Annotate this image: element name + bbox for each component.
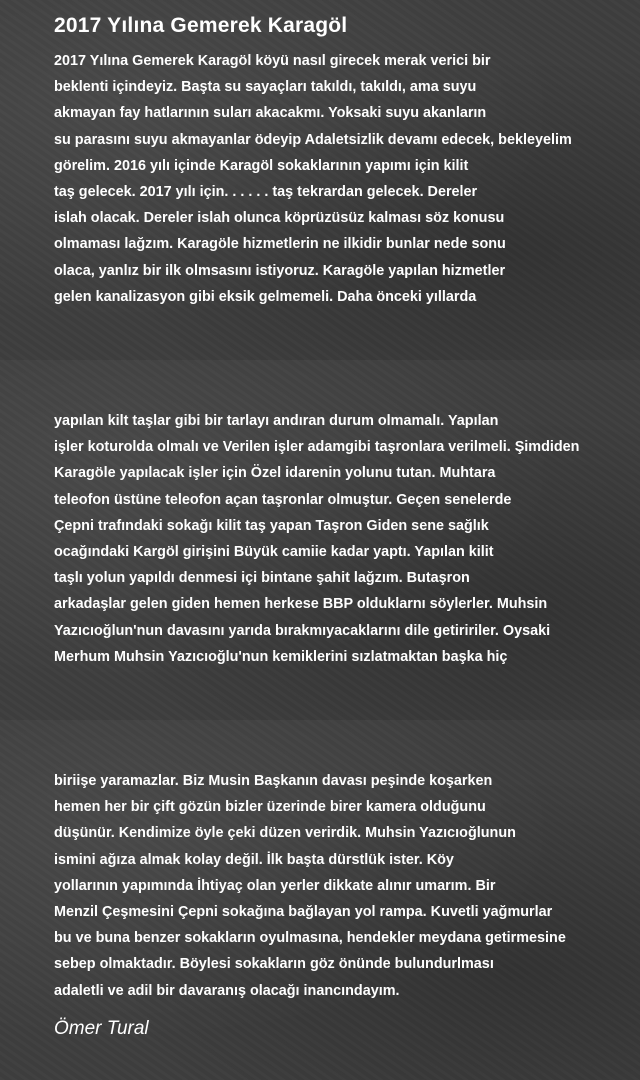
poem-line: olaca, yanlız bir ilk olmsasını istiyoruz. Karagöle yapılan hizmetler — [54, 262, 506, 279]
poem-line: ocağındaki Kargöl girişini Büyük camiie kadar yaptı. Yapılan kilit — [54, 543, 494, 560]
poem-line: teleofon üstüne teleofon açan taşronlar olmuştur. Geçen senelerde — [54, 491, 512, 508]
poem-line: yapılan kilt taşlar gibi bir tarlayı andıran durum olmamalı. Yapılan — [54, 413, 499, 429]
poem-line: düşünür. Kendimize öyle çeki düzen verirdik. Muhsin Yazıcıoğlunun — [54, 825, 516, 842]
poem-line: Karagöle yapılacak işler için Özel idarenin yolunu tutan. Muhtara — [54, 465, 496, 482]
stanza-1 — [54, 48, 572, 310]
poem-line: su parasını suyu akmayanlar ödeyip Adaletsizlik devamı edecek, bekleyelim — [54, 131, 572, 148]
poem-line: yollarının yapımında İhtiyaç olan yerler dikkate alınır umarım. Bir — [54, 877, 496, 894]
poem-line: biriişe yaramazlar. Biz Musin Başkanın davası peşinde koşarken — [54, 773, 493, 789]
poem-line: Yazıcıoğlun'nun davasını yarıda bırakmıyacaklarını dile getiririler. Oysaki — [54, 622, 551, 639]
poem-line: ismini ağıza almak kolay değil. İlk başta dürstlük ister. Köy — [54, 851, 454, 868]
poem-line: adaletli ve adil bir davaranış olacağı inancındayım. — [54, 982, 400, 999]
poem-line: Merhum Muhsin Yazıcıoğlu'nun kemiklerini sızlatmaktan başka hiç — [54, 648, 508, 665]
poem-line: görelim. 2016 yılı içinde Karagöl sokaklarının yapımı için kilit — [54, 157, 469, 174]
poem-line: akmayan fay hatlarının suları akacakmı. Yoksaki suyu akanların — [54, 105, 487, 122]
poem-line: Çepni trafındaki sokağı kilit taş yapan Taşron Giden sene sağlık — [54, 517, 489, 534]
poem-title: 2017 Yılına Gemerek Karagöl — [54, 14, 348, 37]
poem-line: arkadaşlar gelen giden hemen herkese BBP olduklarnı söylerler. Muhsin — [54, 596, 548, 613]
poem-line: 2017 Yılına Gemerek Karagöl köyü nasıl girecek merak verici bir — [54, 53, 491, 69]
poem-line: beklenti içindeyiz. Başta su sayaçları takıldı, takıldı, ama suyu — [54, 79, 477, 96]
poem-line: islah olacak. Dereler islah olunca köprüzüsüz kalması söz konusu — [54, 210, 505, 227]
stanza-3 — [54, 768, 566, 1004]
poem-line: gelen kanalizasyon gibi eksik gelmemeli. Daha önceki yıllarda — [54, 288, 477, 305]
stanza-2 — [54, 408, 579, 670]
poem-line: hemen her bir çift gözün bizler üzerinde birer kamera olduğunu — [54, 799, 486, 816]
poem-line: bu ve buna benzer sokakların oyulmasına, hendekler meydana getirmesine — [54, 930, 566, 947]
poem-line: işler koturolda olmalı ve Verilen işler adamgibi taşronlara verilmeli. Şimdiden — [54, 439, 580, 456]
poem-line: sebep olmaktadır. Böylesi sokakların göz önünde bulundurlması — [54, 956, 494, 973]
poem-author: Ömer Tural — [54, 1018, 149, 1039]
poem-line: taş gelecek. 2017 yılı için. . . . . . taş tekrardan gelecek. Dereler — [54, 183, 478, 200]
poem-line: taşlı yolun yapıldı denmesi içi bintane şahit lağzım. Butaşron — [54, 570, 470, 587]
poem-line: Menzil Çeşmesini Çepni sokağına bağlayan yol rampa. Kuvetli yağmurlar — [54, 903, 553, 920]
poem-line: olmaması lağzım. Karagöle hizmetlerin ne ilkidir bunlar nede sonu — [54, 236, 506, 253]
